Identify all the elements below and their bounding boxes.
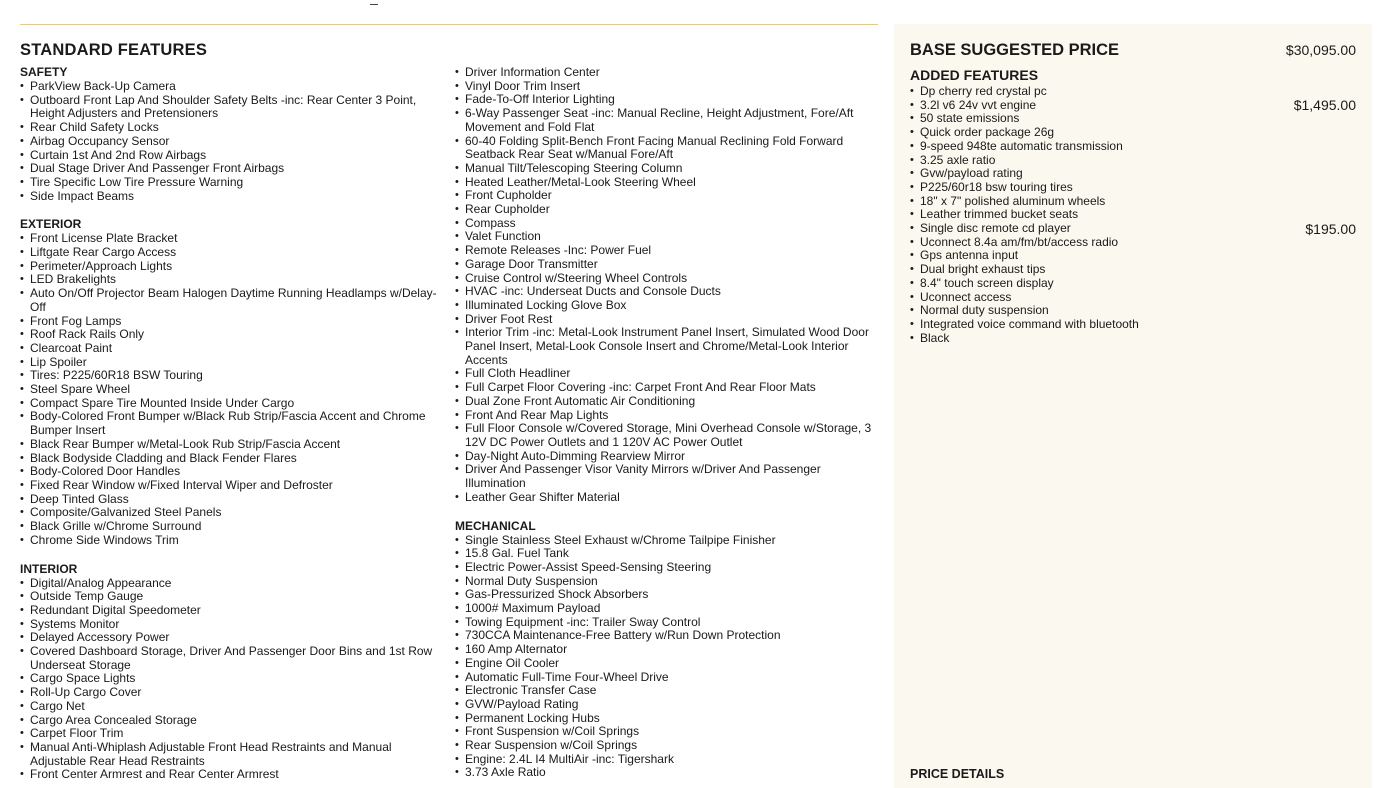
base-price-title: BASE SUGGESTED PRICE (910, 41, 1120, 59)
feature-item: • Outboard Front Lap And Shoulder Safety Belts -inc: Rear Center 3 Point, Height Adjusters and Pretensioners (20, 94, 450, 121)
feature-item: • Body-Colored Door Handles (20, 465, 450, 479)
feature-item: • Automatic Full-Time Four-Wheel Drive (455, 671, 880, 685)
added-feature-item: • 18" x 7" polished aluminum wheels (910, 195, 1356, 209)
base-price-row (910, 40, 1356, 60)
feature-item: • Carpet Floor Trim (20, 727, 450, 741)
feature-item: • Cargo Space Lights (20, 672, 450, 686)
features-right-column (455, 66, 880, 788)
feature-item: • Roll-Up Cargo Cover (20, 686, 450, 700)
added-feature-item: • P225/60r18 bsw touring tires (910, 181, 1356, 195)
feature-item: • Leather Gear Shifter Material (455, 491, 880, 505)
feature-group-interior (20, 563, 450, 783)
added-feature-item: • Integrated voice command with bluetooth (910, 318, 1356, 332)
feature-item: • Lip Spoiler (20, 356, 450, 370)
feature-item: • Electric Power-Assist Speed-Sensing Steering (455, 561, 880, 575)
feature-item: • Heated Leather/Metal-Look Steering Wheel (455, 176, 880, 190)
added-features-list (910, 85, 1356, 345)
feature-item: • Driver Information Center (455, 66, 880, 80)
feature-item: • Covered Dashboard Storage, Driver And Passenger Door Bins and 1st Row Underseat Storage (20, 645, 450, 672)
added-feature-item: • Black (910, 332, 1356, 346)
feature-item: • 3.73 Axle Ratio (455, 766, 880, 780)
feature-item: • Cargo Net (20, 700, 450, 714)
feature-item: • Day-Night Auto-Dimming Rearview Mirror (455, 450, 880, 464)
feature-item: • Electronic Transfer Case (455, 684, 880, 698)
feature-item: • Cargo Area Concealed Storage (20, 714, 450, 728)
feature-item: • Black Grille w/Chrome Surround (20, 520, 450, 534)
feature-item: • Side Impact Beams (20, 190, 450, 204)
added-feature-item: • Dp cherry red crystal pc (910, 85, 1356, 99)
feature-item: • Permanent Locking Hubs (455, 712, 880, 726)
feature-item: • Roof Rack Rails Only (20, 328, 450, 342)
feature-item: • Full Carpet Floor Covering -inc: Carpet Front And Rear Floor Mats (455, 381, 880, 395)
feature-group-mechanical (455, 520, 880, 781)
feature-group-safety (20, 66, 450, 203)
feature-item: • 1000# Maximum Payload (455, 602, 880, 616)
feature-item: • Front Suspension w/Coil Springs (455, 725, 880, 739)
feature-item: • Deep Tinted Glass (20, 493, 450, 507)
added-feature-price: $1,495.00 (1293, 97, 1356, 114)
feature-item: • Tires: P225/60R18 BSW Touring (20, 369, 450, 383)
feature-list (20, 80, 450, 203)
feature-item: • Front Center Armrest and Rear Center Armrest (20, 768, 450, 782)
standard-features-section (20, 40, 880, 60)
feature-item: • Fade-To-Off Interior Lighting (455, 93, 880, 107)
feature-item: • Compact Spare Tire Mounted Inside Under Cargo (20, 397, 450, 411)
feature-list (455, 534, 880, 781)
feature-item: • Full Floor Console w/Covered Storage, Mini Overhead Console w/Storage, 3 12V DC Power Outlets and 1 120V AC Power Outlet (455, 422, 880, 449)
feature-group-title: EXTERIOR (20, 217, 82, 232)
feature-item: • Gas-Pressurized Shock Absorbers (455, 588, 880, 602)
feature-item: • Driver And Passenger Visor Vanity Mirrors w/Driver And Passenger Illumination (455, 463, 880, 490)
feature-item: • Normal Duty Suspension (455, 575, 880, 589)
added-feature-item: • Dual bright exhaust tips (910, 263, 1356, 277)
feature-item: • Digital/Analog Appearance (20, 577, 450, 591)
added-feature-item: • 3.25 axle ratio (910, 154, 1356, 168)
feature-item: • Interior Trim -inc: Metal-Look Instrument Panel Insert, Simulated Wood Door Panel Insert, Metal-Look Console Insert and Chrome/Metal-Look Interior Accents (455, 326, 880, 367)
added-feature-price: $195.00 (1305, 220, 1356, 237)
feature-item: • Dual Stage Driver And Passenger Front Airbags (20, 162, 450, 176)
feature-item: • Black Bodyside Cladding and Black Fender Flares (20, 452, 450, 466)
price-panel (894, 24, 1372, 788)
feature-item: • Full Cloth Headliner (455, 367, 880, 381)
base-price-value: $30,095.00 (1285, 42, 1356, 58)
feature-item: • Rear Cupholder (455, 203, 880, 217)
feature-item: • Garage Door Transmitter (455, 258, 880, 272)
feature-item: • Engine: 2.4L I4 MultiAir -inc: Tigershark (455, 753, 880, 767)
feature-list (455, 66, 880, 505)
added-feature-item: • Quick order package 26g (910, 126, 1356, 140)
added-feature-item: • Leather trimmed bucket seats (910, 208, 1356, 222)
feature-item: • Airbag Occupancy Sensor (20, 135, 450, 149)
feature-item: • Delayed Accessory Power (20, 631, 450, 645)
feature-item: • Black Rear Bumper w/Metal-Look Rub Strip/Fascia Accent (20, 438, 450, 452)
feature-item: • Towing Equipment -inc: Trailer Sway Control (455, 616, 880, 630)
feature-item: • Composite/Galvanized Steel Panels (20, 506, 450, 520)
feature-item: • Body-Colored Front Bumper w/Black Rub Strip/Fascia Accent and Chrome Bumper Insert (20, 410, 450, 437)
feature-item: • Liftgate Rear Cargo Access (20, 246, 450, 260)
feature-item: • 6-Way Passenger Seat -inc: Manual Recline, Height Adjustment, Fore/Aft Movement and Fold Flat (455, 107, 880, 134)
feature-item: • Valet Function (455, 230, 880, 244)
feature-group-exterior (20, 218, 450, 547)
feature-item: • HVAC -inc: Underseat Ducts and Console Ducts (455, 285, 880, 299)
feature-item: • Curtain 1st And 2nd Row Airbags (20, 149, 450, 163)
feature-item: • Engine Oil Cooler (455, 657, 880, 671)
feature-item: • Systems Monitor (20, 618, 450, 632)
feature-item: • Outside Temp Gauge (20, 590, 450, 604)
added-feature-item: • 3.2l v6 24v vvt engine (910, 99, 1356, 113)
feature-item: • Tire Specific Low Tire Pressure Warning (20, 176, 450, 190)
feature-item: • Auto On/Off Projector Beam Halogen Daytime Running Headlamps w/Delay-Off (20, 287, 450, 314)
features-left-column (20, 66, 450, 788)
added-feature-item: • 50 state emissions (910, 112, 1356, 126)
added-feature-item: • 8.4" touch screen display (910, 277, 1356, 291)
feature-list (20, 577, 450, 783)
feature-item: • Manual Tilt/Telescoping Steering Column (455, 162, 880, 176)
feature-item: • Cruise Control w/Steering Wheel Controls (455, 272, 880, 286)
feature-item: • Front License Plate Bracket (20, 232, 450, 246)
standard-features-title: STANDARD FEATURES (20, 41, 208, 59)
feature-item: • 60-40 Folding Split-Bench Front Facing Manual Reclining Fold Forward Seatback Rear Seat w/Manual Fore/Aft (455, 135, 880, 162)
feature-item: • Front And Rear Map Lights (455, 409, 880, 423)
added-features-title: ADDED FEATURES (910, 67, 1039, 83)
feature-item: • 730CCA Maintenance-Free Battery w/Run Down Protection (455, 629, 880, 643)
feature-item: • Rear Suspension w/Coil Springs (455, 739, 880, 753)
feature-group-continued (455, 66, 880, 505)
feature-item: • Manual Anti-Whiplash Adjustable Front Head Restraints and Manual Adjustable Rear Head Restraints (20, 741, 450, 768)
feature-item: • Clearcoat Paint (20, 342, 450, 356)
feature-group-title: INTERIOR (20, 561, 78, 576)
added-feature-item: • 9-speed 948te automatic transmission (910, 140, 1356, 154)
feature-item: • Remote Releases -Inc: Power Fuel (455, 244, 880, 258)
feature-item: • Fixed Rear Window w/Fixed Interval Wiper and Defroster (20, 479, 450, 493)
price-details-title: PRICE DETAILS (910, 767, 1005, 781)
feature-item: • Steel Spare Wheel (20, 383, 450, 397)
feature-item: • Redundant Digital Speedometer (20, 604, 450, 618)
feature-item: • Rear Child Safety Locks (20, 121, 450, 135)
feature-list (20, 232, 450, 547)
feature-item: • Chrome Side Windows Trim (20, 534, 450, 548)
feature-item: • Compass (455, 217, 880, 231)
feature-item: • Vinyl Door Trim Insert (455, 80, 880, 94)
feature-item: • Front Fog Lamps (20, 315, 450, 329)
feature-item: • Illuminated Locking Glove Box (455, 299, 880, 313)
added-feature-item: • Uconnect access (910, 291, 1356, 305)
feature-item: • GVW/Payload Rating (455, 698, 880, 712)
added-feature-item: • Gps antenna input (910, 249, 1356, 263)
feature-item: • 15.8 Gal. Fuel Tank (455, 547, 880, 561)
feature-item: • LED Brakelights (20, 273, 450, 287)
feature-group-title: MECHANICAL (455, 518, 536, 533)
feature-item: • Front Cupholder (455, 189, 880, 203)
feature-item: • Dual Zone Front Automatic Air Conditioning (455, 395, 880, 409)
feature-item: • Perimeter/Approach Lights (20, 260, 450, 274)
top-dash-mark (370, 4, 378, 5)
added-feature-item: • Gvw/payload rating (910, 167, 1356, 181)
feature-item: • ParkView Back-Up Camera (20, 80, 450, 94)
added-feature-item: • Single disc remote cd player (910, 222, 1356, 236)
feature-item: • Single Stainless Steel Exhaust w/Chrome Tailpipe Finisher (455, 534, 880, 548)
feature-item: • Driver Foot Rest (455, 313, 880, 327)
added-feature-item: • Normal duty suspension (910, 304, 1356, 318)
feature-group-title: SAFETY (20, 65, 68, 79)
feature-item: • 160 Amp Alternator (455, 643, 880, 657)
added-feature-item: • Uconnect 8.4a am/fm/bt/access radio (910, 236, 1356, 250)
header-divider (20, 24, 878, 25)
